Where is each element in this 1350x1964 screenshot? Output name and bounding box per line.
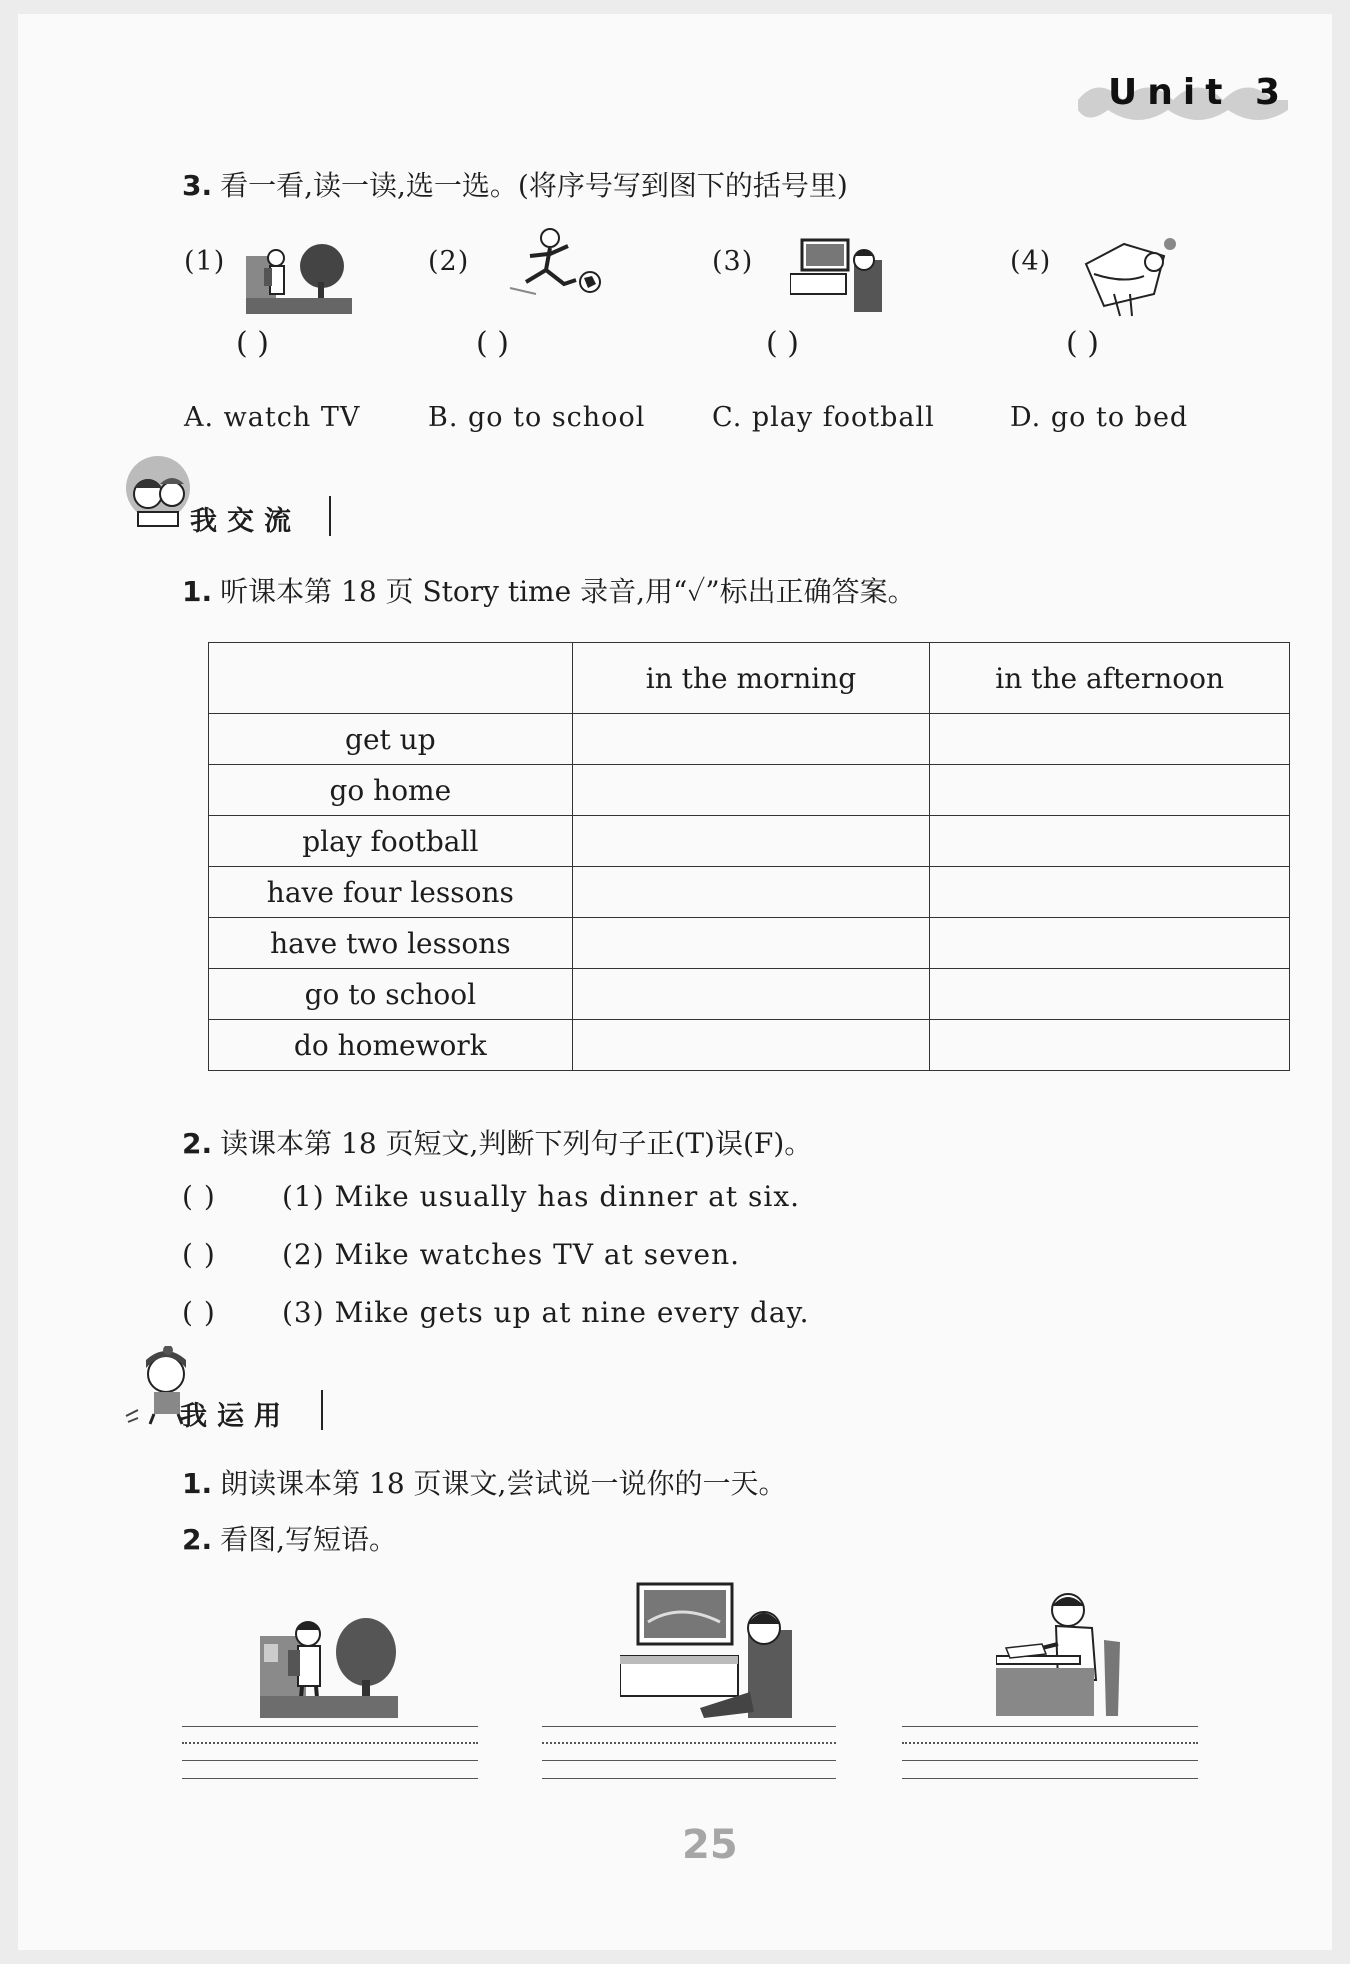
row-label: go to school: [209, 969, 573, 1020]
writing-guide-line: [902, 1742, 1198, 1744]
boy-going-to-school-picture: [246, 236, 352, 314]
option-d: D. go to bed: [1010, 402, 1189, 433]
afternoon-cell[interactable]: [930, 765, 1290, 816]
table-row: [209, 765, 1290, 816]
table-row: [209, 714, 1290, 765]
use-question-2-number: 2.: [182, 1523, 213, 1556]
writing-line: [182, 1760, 478, 1761]
row-label: go home: [209, 765, 573, 816]
morning-cell[interactable]: [572, 867, 930, 918]
talk-question-1: [182, 570, 916, 610]
row-label: have two lessons: [209, 918, 573, 969]
writing-guide-line: [542, 1742, 836, 1744]
writing-line: [182, 1778, 478, 1779]
answer-blank-2[interactable]: ( ): [476, 326, 509, 361]
morning-cell[interactable]: [572, 1020, 930, 1071]
answer-blank-3[interactable]: ( ): [766, 326, 799, 361]
page-number: 25: [682, 1822, 738, 1868]
row-label: do homework: [209, 1020, 573, 1071]
afternoon-cell[interactable]: [930, 1020, 1290, 1071]
use-question-2-text: 看图,写短语。: [220, 1523, 398, 1556]
table-row: [209, 918, 1290, 969]
section-heading-divider: [329, 496, 331, 536]
girl-going-to-bed-picture: [1084, 234, 1188, 318]
listening-answer-table: [208, 642, 1290, 1071]
item-1-number: (1): [184, 246, 226, 277]
row-label: get up: [209, 714, 573, 765]
section-heading-divider: [321, 1390, 323, 1430]
boy-doing-homework-illustration: [996, 1588, 1142, 1718]
exercise-3-title: [182, 164, 848, 204]
option-b: B. go to school: [428, 402, 646, 433]
talk-question-1-number: 1.: [182, 575, 213, 608]
table-header-row: [209, 643, 1290, 714]
writing-line: [542, 1760, 836, 1761]
morning-cell[interactable]: [572, 969, 930, 1020]
writing-line: [542, 1778, 836, 1779]
use-question-1: [182, 1462, 786, 1502]
table-header-empty: [209, 643, 573, 714]
table-row: [209, 1020, 1290, 1071]
statement-2-text: (2) Mike watches TV at seven.: [282, 1238, 740, 1271]
statement-1-blank[interactable]: ( ): [182, 1180, 216, 1213]
afternoon-cell[interactable]: [930, 816, 1290, 867]
children-mascot-icon: [118, 454, 198, 534]
talk-question-2-text: 读课本第 18 页短文,判断下列句子正(T)误(F)。: [220, 1127, 813, 1160]
table-row: [209, 867, 1290, 918]
exercise-3-text: 看一看,读一读,选一选。(将序号写到图下的括号里): [220, 169, 848, 202]
section-heading-use: 我运用: [180, 1401, 291, 1432]
girl-watching-tv-picture: [790, 238, 888, 314]
statement-3-text: (3) Mike gets up at nine every day.: [282, 1296, 810, 1329]
row-label: play football: [209, 816, 573, 867]
afternoon-cell[interactable]: [930, 918, 1290, 969]
exercise-3-number: 3.: [182, 169, 213, 202]
writing-line: [902, 1778, 1198, 1779]
section-heading-talk: 我交流: [190, 506, 301, 537]
afternoon-cell[interactable]: [930, 969, 1290, 1020]
afternoon-cell[interactable]: [930, 714, 1290, 765]
talk-question-2: [182, 1122, 812, 1162]
workbook-page: [18, 14, 1332, 1950]
morning-cell[interactable]: [572, 714, 930, 765]
writing-line: [902, 1726, 1198, 1727]
unit-title: Unit 3: [1108, 72, 1290, 113]
girl-watching-tv-illustration: [620, 1582, 794, 1718]
writing-line: [182, 1726, 478, 1727]
answer-blank-4[interactable]: ( ): [1066, 326, 1099, 361]
use-question-1-text: 朗读课本第 18 页课文,尝试说一说你的一天。: [220, 1467, 787, 1500]
morning-cell[interactable]: [572, 816, 930, 867]
row-label: have four lessons: [209, 867, 573, 918]
use-question-1-number: 1.: [182, 1467, 213, 1500]
boy-playing-football-picture: [506, 226, 606, 302]
statement-2-blank[interactable]: ( ): [182, 1238, 216, 1271]
answer-blank-1[interactable]: ( ): [236, 326, 269, 361]
boy-going-to-school-illustration: [260, 1600, 398, 1718]
morning-cell[interactable]: [572, 918, 930, 969]
statement-1-text: (1) Mike usually has dinner at six.: [282, 1180, 801, 1213]
writing-line: [902, 1760, 1198, 1761]
item-3-number: (3): [712, 246, 754, 277]
table-row: [209, 816, 1290, 867]
afternoon-cell[interactable]: [930, 867, 1290, 918]
talk-question-1-text: 听课本第 18 页 Story time 录音,用“✓”标出正确答案。: [220, 575, 916, 608]
morning-cell[interactable]: [572, 765, 930, 816]
table-row: [209, 969, 1290, 1020]
use-question-2: [182, 1518, 397, 1558]
item-2-number: (2): [428, 246, 470, 277]
item-4-number: (4): [1010, 246, 1052, 277]
table-header-morning: in the morning: [572, 643, 930, 714]
writing-line: [542, 1726, 836, 1727]
talk-question-2-number: 2.: [182, 1127, 213, 1160]
option-c: C. play football: [712, 402, 935, 433]
writing-guide-line: [182, 1742, 478, 1744]
table-header-afternoon: in the afternoon: [930, 643, 1290, 714]
statement-3-blank[interactable]: ( ): [182, 1296, 216, 1329]
option-a: A. watch TV: [184, 402, 361, 433]
